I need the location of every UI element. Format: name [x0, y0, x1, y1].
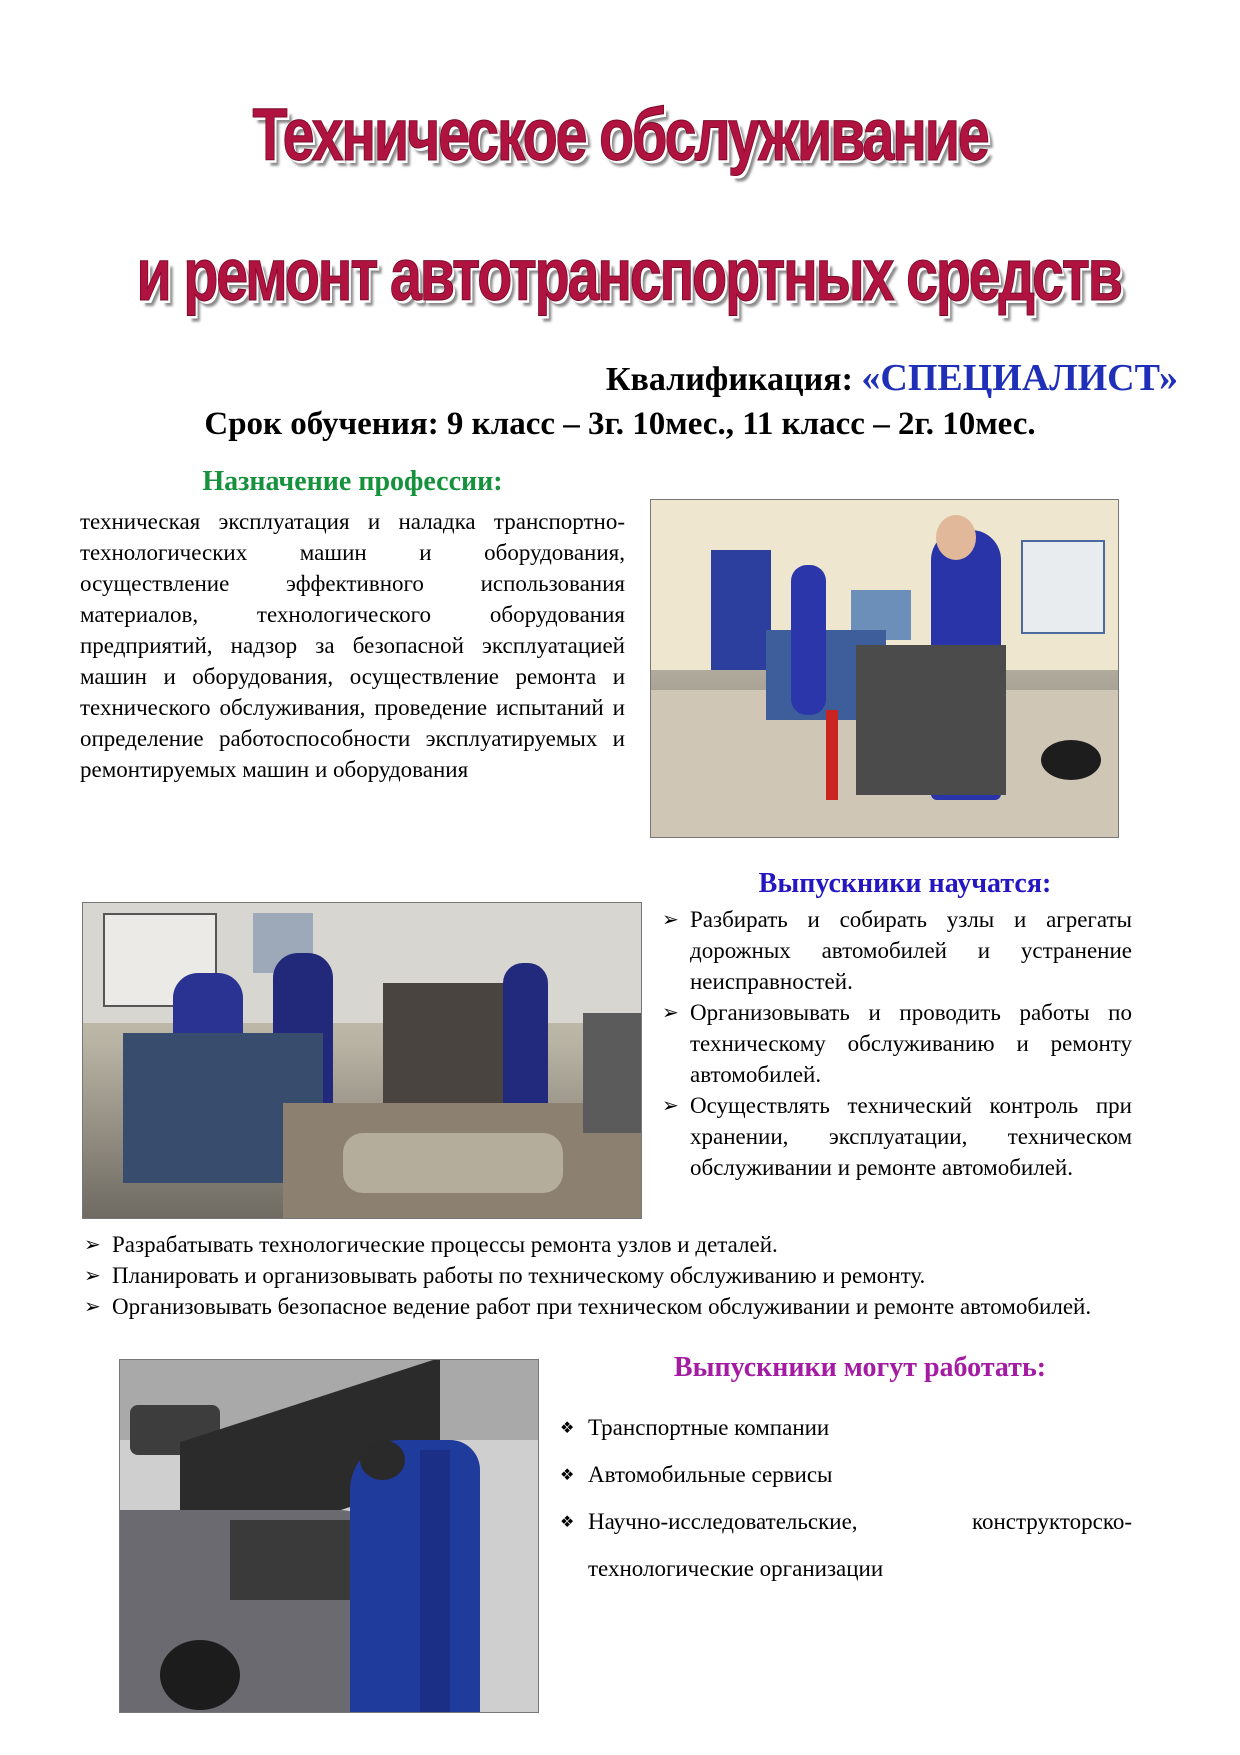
list-item: ➢ Организовывать безопасное ведение работ при техническом обслуживании и ремонте автомобилей.: [84, 1291, 1146, 1322]
list-item: ➢ Разбирать и собирать узлы и агрегаты дорожных автомобилей и устранение неисправностей.: [662, 904, 1132, 997]
car-service-photo: [119, 1359, 539, 1713]
list-item: ❖ Автомобильные сервисы: [560, 1451, 1132, 1498]
qualification-label: Квалификация:: [605, 361, 862, 398]
list-item: ❖ Научно-исследовательские, конструкторско-технологические организации: [560, 1498, 1132, 1592]
list-item: ➢ Разрабатывать технологические процессы ремонта узлов и деталей.: [84, 1229, 1146, 1260]
list-item: ➢ Организовывать и проводить работы по техническому обслуживанию и ремонту автомобилей.: [662, 997, 1132, 1090]
qualification: [606, 356, 1178, 400]
qualification-value: «СПЕЦИАЛИСТ»: [861, 357, 1178, 399]
purpose-text: техническая эксплуатация и наладка транспортно-технологических машин и оборудования, осуществление эффективного использования материалов, технологического оборудования предприятий, надзор за безопасной эксплуатацией машин и оборудования, осуществление ремонта и технического обслуживания, проведение испытаний и определение работоспособности эксплуатируемых и ремонтируемых машин и оборудования: [80, 509, 625, 782]
learn-list-wide: [84, 1229, 1146, 1322]
list-item: ➢ Планировать и организовывать работы по техническому обслуживанию и ремонту.: [84, 1260, 1146, 1291]
purpose-heading: Назначение профессии:: [202, 466, 503, 497]
work-list: [560, 1404, 1132, 1592]
page-title-line-2: и ремонт автотранспортных средств: [136, 233, 1121, 316]
work-heading: Выпускники могут работать:: [673, 1352, 1047, 1383]
page-title-line-1: Техническое обслуживание: [252, 93, 988, 176]
workshop-photo-engines: [650, 499, 1119, 838]
list-item: ❖ Транспортные компании: [560, 1404, 1132, 1451]
workshop-photo-students: [82, 902, 642, 1219]
study-term: Срок обучения: 9 класс – 3г. 10мес., 11 класс – 2г. 10мес.: [204, 406, 1036, 442]
learn-heading: Выпускники научатся:: [758, 868, 1052, 899]
list-item: ➢ Осуществлять технический контроль при хранении, эксплуатации, техническом обслуживании и ремонте автомобилей.: [662, 1090, 1132, 1183]
learn-list: [662, 904, 1132, 1183]
